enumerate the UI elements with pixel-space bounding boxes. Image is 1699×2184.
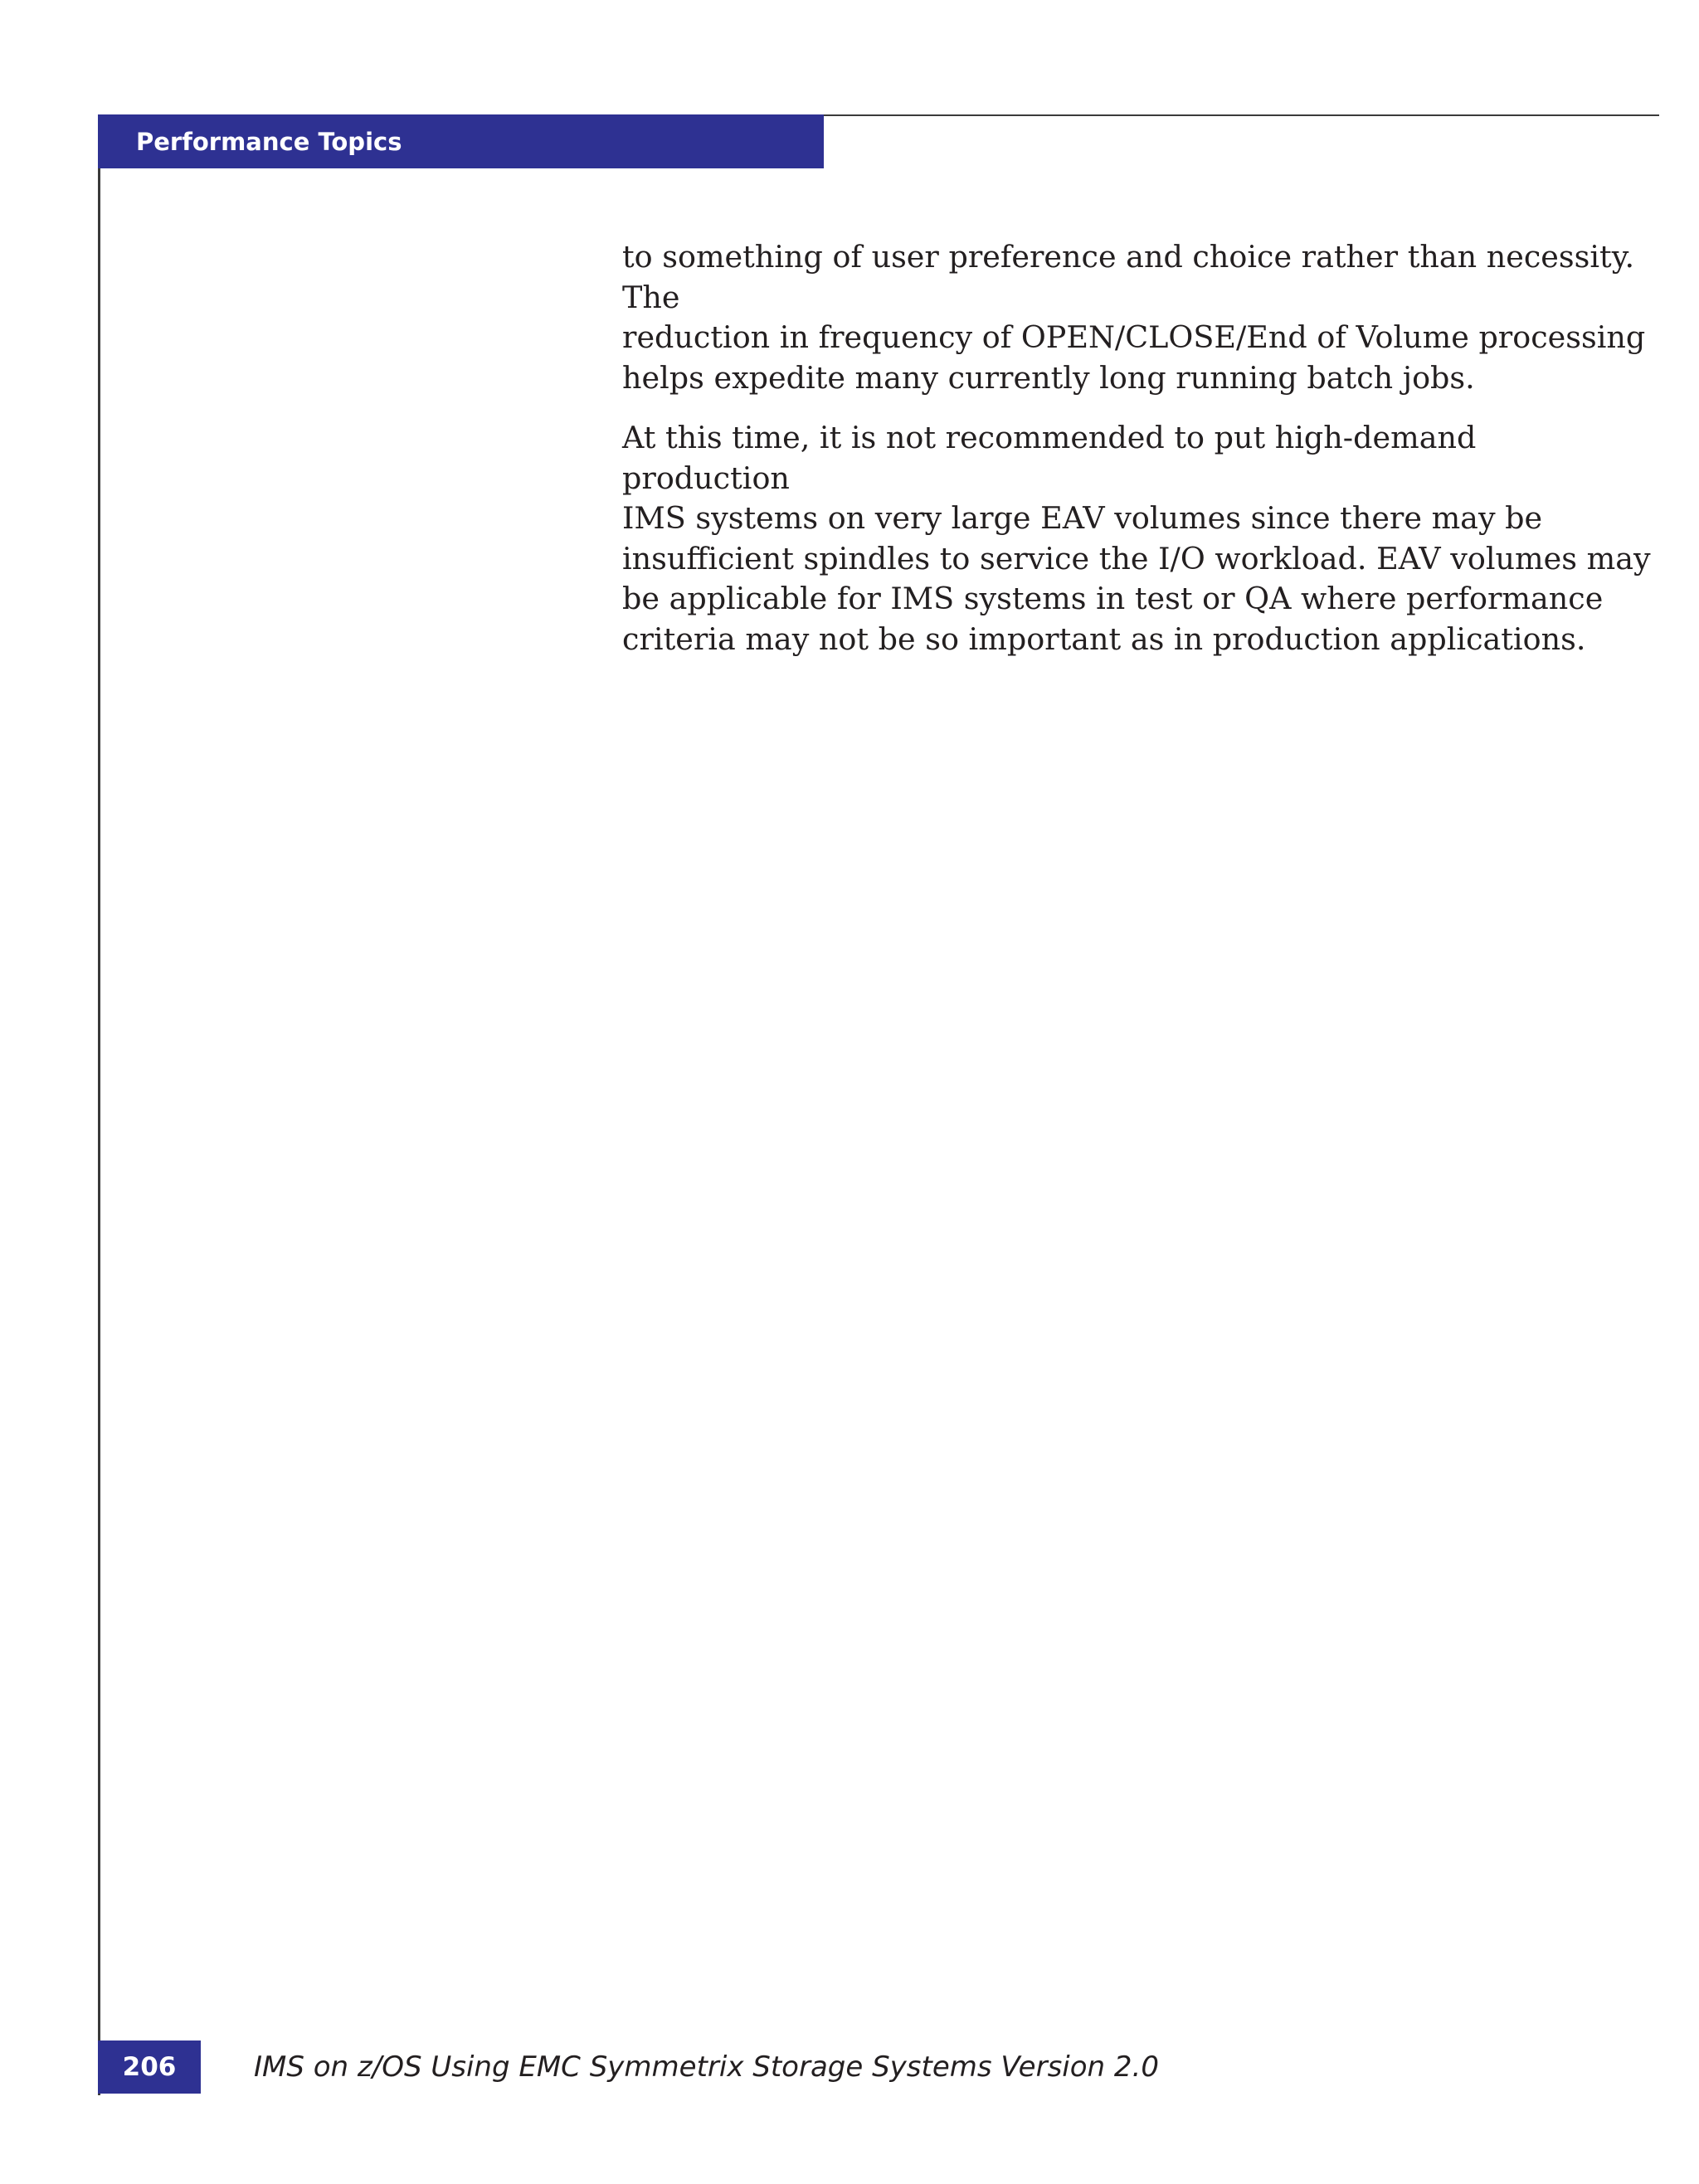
footer-book-title: IMS on z/OS Using EMC Symmetrix Storage Systems Version 2.0 <box>254 2050 1159 2084</box>
page-number-badge <box>98 2041 201 2094</box>
section-title: Performance Topics <box>136 127 402 156</box>
body-text <box>622 237 1651 679</box>
left-margin-rule <box>98 114 100 2095</box>
paragraph: to something of user preference and choice rather than necessity. The reduction in frequency of OPEN/CLOSE/End of Volume processing helps expedite many currently long running batch jobs. <box>622 239 1646 396</box>
section-header-band <box>98 114 824 168</box>
page-number: 206 <box>122 2052 177 2082</box>
paragraph: At this time, it is not recommended to put high-demand production IMS systems on very large EAV volumes since there may be insufficient spindles to service the I/O workload. EAV volumes may be applicable for IMS systems in test or QA where performance criteria may not be so important as in production applications. <box>622 420 1651 657</box>
